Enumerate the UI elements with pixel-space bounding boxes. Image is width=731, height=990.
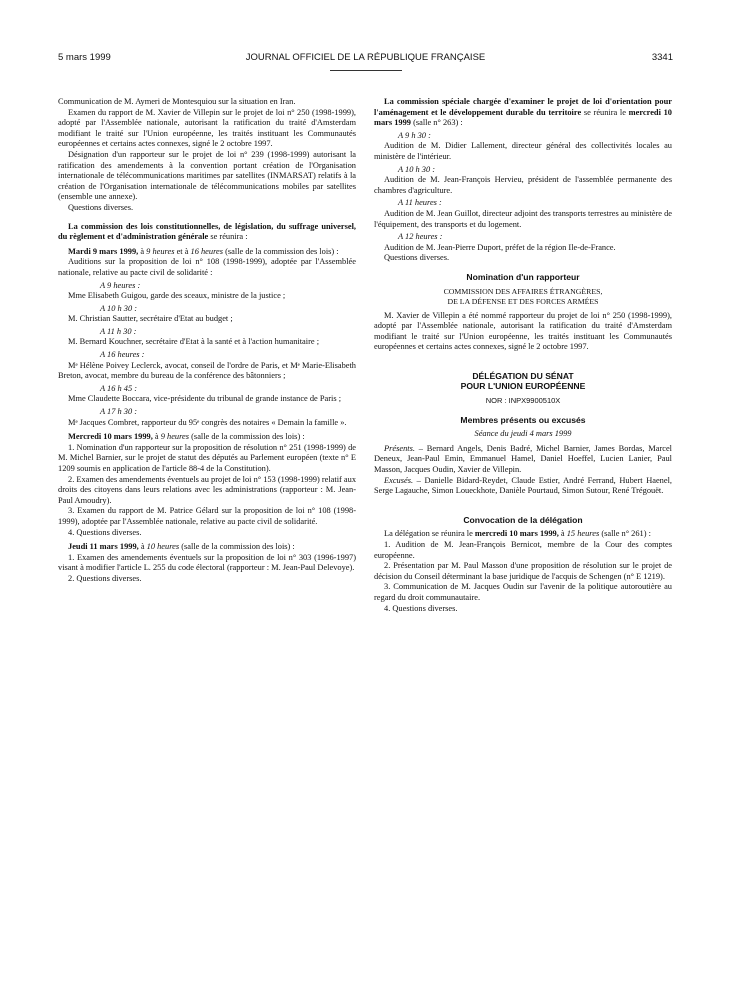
day: Mardi 9 mars 1999,: [68, 246, 139, 256]
time-heading: A 17 h 30 :: [100, 407, 138, 417]
time-heading: A 16 h 45 :: [100, 383, 138, 393]
paragraph: M. Bernard Kouchner, secrétaire d'Etat à la santé et à l'action humanitaire ;: [68, 337, 320, 347]
paragraph: M. Xavier de Villepin a été nommé rapporteur du projet de loi n° 250 (1998-1999), adopté par l'Assemblée nationale, autorisant la ratification du traité d'Amsterdam modifiant le traité sur l'Union européenne, les traités instituant les Communautés européennes et certains actes connexes, signé le 2 octobre 1997.: [374, 310, 672, 352]
date: mercredi 10 mars 1999: [374, 107, 672, 128]
paragraph: 4. Questions diverses.: [68, 527, 142, 537]
mercredi-line: [58, 432, 356, 443]
left-column: [58, 97, 356, 585]
seance-text: Séance du jeudi 4 mars 1999: [474, 429, 572, 439]
commission-name: La commission des lois constitutionnelles, de législation, du suffrage universel, du règlement et d'administration générale: [58, 221, 356, 242]
text: et à: [174, 246, 191, 256]
excuses-paragraph: [374, 476, 672, 497]
section-title-nomination: Nomination d'un rapporteur: [466, 271, 580, 282]
mardi-line: [58, 247, 356, 258]
text: se réunira :: [208, 232, 248, 242]
hour: 16 heures: [190, 246, 224, 256]
hour: 15 heures: [566, 529, 600, 539]
section-title-delegation: DÉLÉGATION DU SÉNAT: [472, 370, 574, 381]
day: Jeudi 11 mars 1999,: [68, 542, 139, 552]
time-heading: A 12 heures :: [398, 232, 443, 242]
label: Présents.: [384, 443, 415, 453]
paragraph: Audition de M. Jean-Pierre Duport, préfet de la région Ile-de-France.: [384, 242, 616, 252]
time-heading: A 10 h 30 :: [100, 303, 138, 313]
paragraph: 4. Questions diverses.: [384, 603, 458, 613]
text: à: [138, 542, 147, 552]
paragraph: Audition de M. Jean Guillot, directeur adjoint des transports terrestres au ministère de l'équipement, des transports et du logement.: [374, 208, 672, 229]
paragraph: Communication de M. Aymeri de Montesquiou sur la situation en Iran.: [58, 97, 296, 106]
text: à: [558, 529, 567, 539]
paragraph: Mᵉ Hélène Poivey Leclerck, avocat, conseil de l'ordre de Paris, et Mᵉ Marie-Elisabeth Breton, avocat, membre du bureau de la conférence des bâtonniers ;: [58, 360, 356, 381]
text: (salle de la commission des lois) :: [189, 432, 305, 442]
paragraph: 2. Examen des amendements éventuels au projet de loi n° 153 (1998-1999) relatif aux droits des citoyens dans leurs relations avec les administrations (rapporteur : M. Jean-Paul Amoudry).: [58, 474, 357, 505]
time-heading: A 10 h 30 :: [398, 164, 436, 174]
commission-lois-heading: [58, 222, 356, 243]
paragraph: Questions diverses.: [384, 253, 450, 263]
header-page-number: 3341: [651, 52, 673, 63]
paragraph: 3. Examen du rapport de M. Patrice Gélard sur la proposition de loi n° 108 (1998-1999), adoptée par l'Assemblée nationale, relative au pacte civil de solidarité.: [58, 506, 356, 526]
nor-reference: NOR : INPX9900510X: [485, 396, 561, 406]
paragraph: 1. Examen des amendements éventuels sur la proposition de loi n° 303 (1996-1997) visant à modifier l'article L. 255 du code électoral (rapporteur : M. Jean-Paul Delevoye).: [58, 552, 356, 573]
paragraph: 1. Nomination d'un rapporteur sur la proposition de résolution n° 251 (1998-1999) de M. Michel Barnier, sur le projet de statut des députés au Parlement européen (texte n° E 1209 soumis en application de l'article 88-4 de la Constitution).: [58, 442, 356, 473]
paragraph: Audition de M. Jean-François Hervieu, président de l'assemblée permanente des chambres d'agriculture.: [374, 175, 672, 195]
paragraph: Audition de M. Didier Lallement, directeur général des collectivités locales au ministère de l'intérieur.: [374, 141, 672, 161]
paragraph: Mᵉ Jacques Combret, rapporteur du 95ᵉ congrès des notaires « Demain la famille ».: [68, 417, 347, 427]
paragraph: 2. Questions diverses.: [68, 573, 142, 583]
paragraph: Mme Elisabeth Guigou, garde des sceaux, ministre de la justice ;: [68, 291, 286, 301]
paragraph: 1. Audition de M. Jean-François Bernicot, membre de la Cour des comptes européenne.: [374, 540, 672, 560]
commission-name-line: DE LA DÉFENSE ET DES FORCES ARMÉES: [447, 296, 599, 306]
text: La délégation se réunira le: [384, 529, 475, 539]
text: (salle n° 261) :: [599, 529, 651, 539]
header-journal-title: JOURNAL OFFICIEL DE LA RÉPUBLIQUE FRANÇAISE: [245, 52, 486, 63]
text: à: [138, 246, 147, 256]
time-heading: A 9 h 30 :: [398, 130, 431, 140]
text: (salle de la commission des lois) :: [223, 246, 339, 256]
section-title-membres: Membres présents ou excusés: [460, 414, 586, 425]
jeudi-line: [58, 542, 356, 553]
paragraph: Auditions sur la proposition de loi n° 108 (1998-1999), adoptée par l'Assemblée nationale, relative au pacte civil de solidarité :: [58, 257, 356, 277]
time-heading: A 11 h 30 :: [100, 326, 137, 336]
page-header: [58, 52, 673, 66]
time-heading: A 9 heures :: [100, 280, 141, 290]
text: à: [152, 432, 161, 442]
paragraph: Questions diverses.: [68, 202, 134, 212]
right-column: [374, 97, 672, 614]
section-title-delegation: POUR L'UNION EUROPÉENNE: [460, 381, 586, 392]
seance-date: [374, 429, 672, 440]
hour: 9 heures: [146, 246, 175, 256]
header-date: 5 mars 1999: [58, 52, 111, 63]
paragraph: Mme Claudette Boccara, vice-présidente du tribunal de grande instance de Paris ;: [68, 394, 342, 404]
commission-name-line: COMMISSION DES AFFAIRES ÉTRANGÈRES,: [443, 286, 603, 296]
text: (salle n° 263) :: [410, 118, 463, 128]
paragraph: Examen du rapport de M. Xavier de Villepin sur le projet de loi n° 250 (1998-1999), adopté par l'Assemblée nationale, autorisant la ratification du traité d'Amsterdam modifiant le traité sur l'Union européenne, les traités instituant les Communautés européennes et certains actes connexes, signé le 2 octobre 1997.: [58, 107, 356, 149]
text: (salle de la commission des lois) :: [179, 542, 295, 552]
time-heading: A 11 heures :: [398, 198, 442, 208]
text: – Danielle Bidard-Reydet, Claude Estier, André Ferrand, Hubert Haenel, Serge Lagauche, Simon Loueckhote, Danièle Pourtaud, Simon Sutour, René Trégouët.: [374, 475, 672, 496]
header-rule: [330, 70, 402, 71]
paragraph: M. Christian Sautter, secrétaire d'Etat au budget ;: [68, 314, 233, 324]
convocation-line: [374, 529, 672, 540]
section-title-convocation: Convocation de la délégation: [463, 514, 583, 525]
time-heading: A 16 heures :: [100, 350, 145, 360]
text: – Bernard Angels, Denis Badré, Michel Barnier, James Bordas, Marcel Deneux, Jean-Paul Emin, Emmanuel Hamel, Daniel Hoeffel, Lucien Lanier, Paul Masson, Jacques Oudin, Xavier de Villepin.: [374, 443, 672, 475]
commission-name: La commission spéciale chargée d'examiner le projet de loi d'orientation pour l'aménagement et le développement durable du territoire: [374, 97, 672, 117]
text: se réunira le: [581, 107, 629, 117]
paragraph: 2. Présentation par M. Paul Masson d'une proposition de résolution sur le projet de décision du Conseil déterminant la base juridique de l'acquis de Schengen (n° E 1219).: [374, 561, 672, 581]
paragraph: Désignation d'un rapporteur sur le projet de loi n° 239 (1998-1999) autorisant la ratification des amendements à la convention portant création de l'Organisation internationale de télécommunications maritimes par satellites (INMARSAT) relatifs à la création de l'Organisation internationale de télécommunications mobiles par satellites (ensemble une annexe).: [58, 149, 356, 202]
label: Excusés.: [384, 475, 414, 485]
hour: 9 heures: [160, 432, 190, 442]
presents-paragraph: [374, 444, 672, 476]
commission-speciale-heading: [374, 97, 672, 129]
paragraph: 3. Communication de M. Jacques Oudin sur l'avenir de la politique autoroutière au regard du droit communautaire.: [374, 582, 672, 602]
date: mercredi 10 mars 1999,: [474, 529, 559, 539]
hour: 10 heures: [146, 542, 180, 552]
day: Mercredi 10 mars 1999,: [68, 432, 153, 442]
